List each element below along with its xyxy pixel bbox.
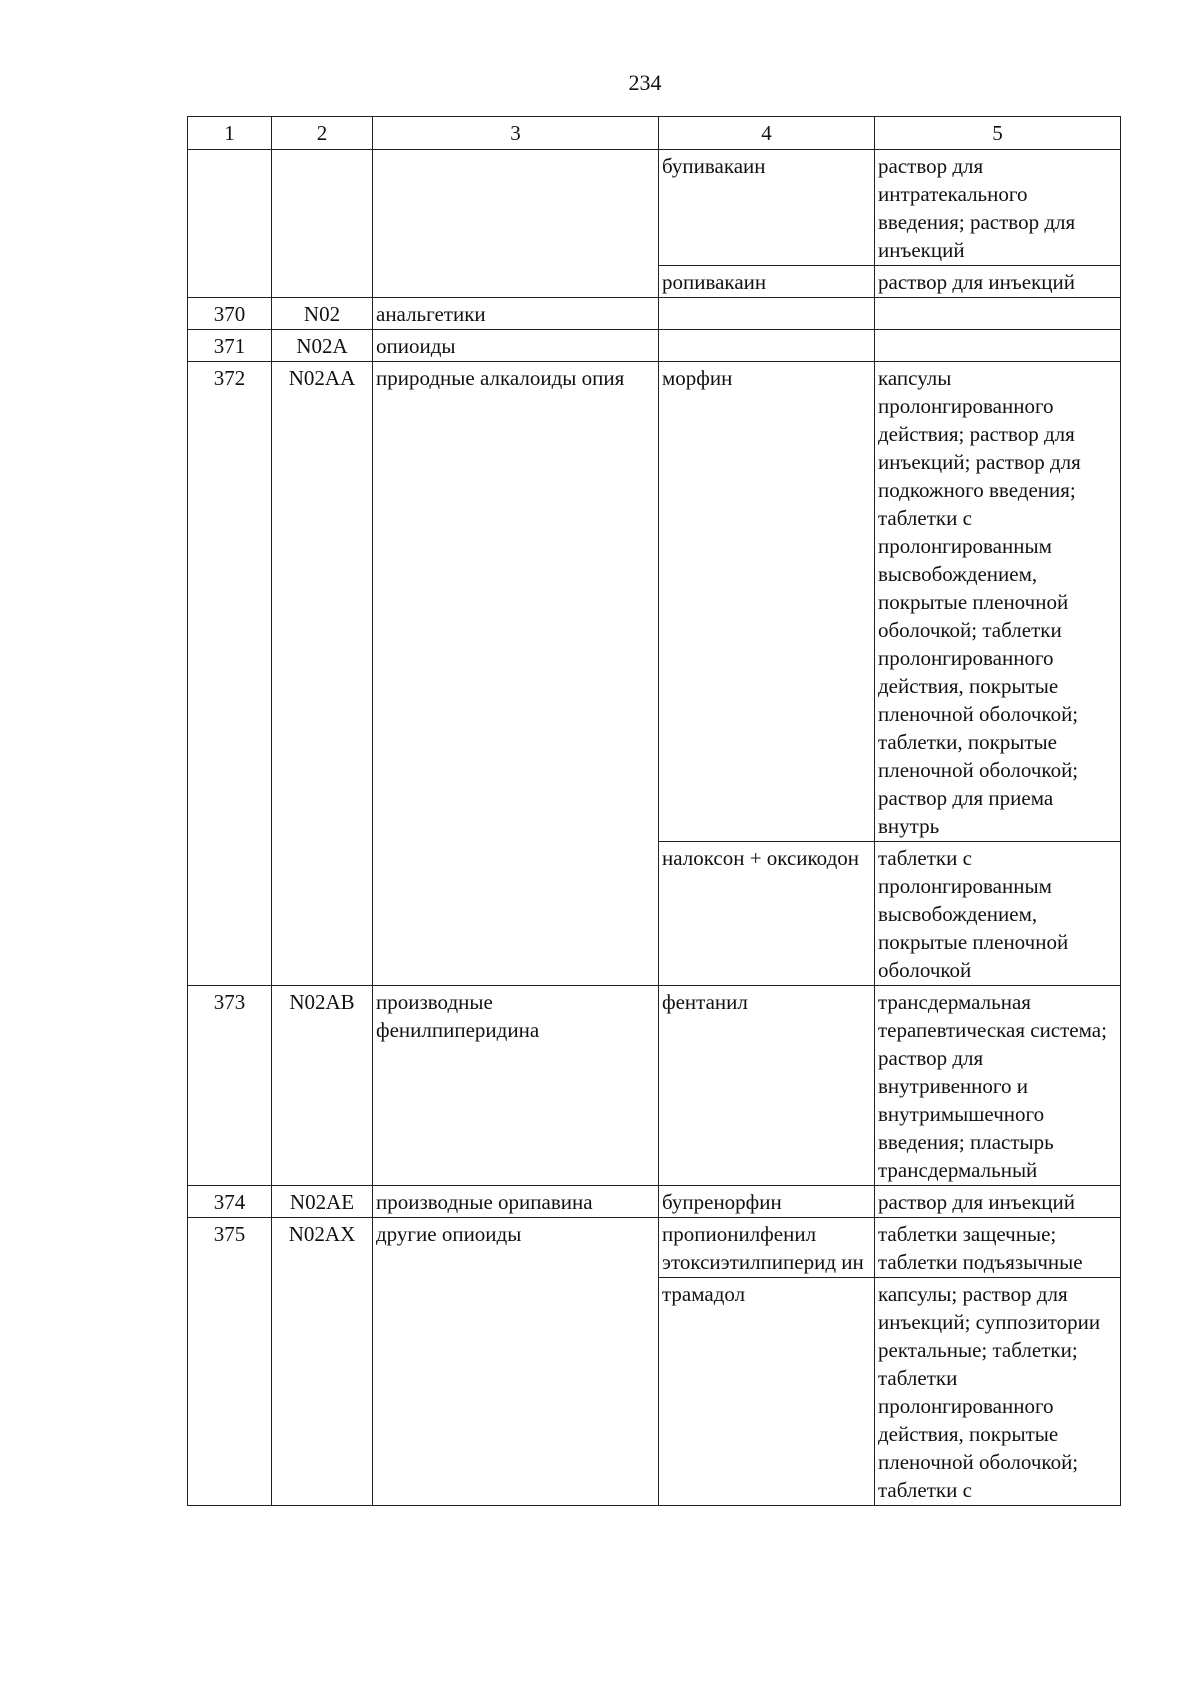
drug-form-cell: таблетки с пролонгированным высвобождением, покрытые пленочной оболочкой bbox=[875, 842, 1121, 986]
drug-form-cell: капсулы пролонгированного действия; раствор для инъекций; раствор для подкожного введения; таблетки с пролонгированным высвобождением, покрытые пленочной оболочкой; таблетки пролонгированного действия, покрытые пленочной оболочкой; таблетки, покрытые пленочной оболочкой; раствор для приема внутрь bbox=[875, 362, 1121, 842]
code-cell: N02AX bbox=[272, 1218, 373, 1506]
group-cell: производные орипавина bbox=[373, 1186, 659, 1218]
drug-form-cell: капсулы; раствор для инъекций; суппозитории ректальные; таблетки; таблетки пролонгированного действия, покрытые пленочной оболочкой; таблетки с bbox=[875, 1278, 1121, 1506]
num-cell: 375 bbox=[188, 1218, 272, 1506]
header-col-1: 1 bbox=[188, 117, 272, 150]
code-cell: N02A bbox=[272, 330, 373, 362]
drug-name-cell bbox=[659, 330, 875, 362]
drug-form-cell bbox=[875, 298, 1121, 330]
group-cell: анальгетики bbox=[373, 298, 659, 330]
drug-name-cell: морфин bbox=[659, 362, 875, 842]
drug-name-cell: бупренорфин bbox=[659, 1186, 875, 1218]
drug-name-cell: пропионилфенил этоксиэтилпиперид ин bbox=[659, 1218, 875, 1278]
drug-form-cell: трансдермальная терапевтическая система; раствор для внутривенного и внутримышечного введения; пластырь трансдермальный bbox=[875, 986, 1121, 1186]
drug-name-cell: ропивакаин bbox=[659, 266, 875, 298]
drug-name-cell bbox=[659, 298, 875, 330]
num-cell: 374 bbox=[188, 1186, 272, 1218]
group-cell: другие опиоиды bbox=[373, 1218, 659, 1506]
code-cell: N02AE bbox=[272, 1186, 373, 1218]
num-cell: 370 bbox=[188, 298, 272, 330]
drug-name-cell: фентанил bbox=[659, 986, 875, 1186]
table-row bbox=[188, 1218, 1121, 1278]
drug-name-cell: налоксон + оксикодон bbox=[659, 842, 875, 986]
drug-name-cell: бупивакаин bbox=[659, 150, 875, 266]
drug-form-cell: раствор для интратекального введения; раствор для инъекций bbox=[875, 150, 1121, 266]
drug-name-cell: трамадол bbox=[659, 1278, 875, 1506]
group-cell: опиоиды bbox=[373, 330, 659, 362]
num-cell: 372 bbox=[188, 362, 272, 986]
group-cell bbox=[373, 150, 659, 298]
drug-form-cell: раствор для инъекций bbox=[875, 266, 1121, 298]
header-col-3: 3 bbox=[373, 117, 659, 150]
drug-form-cell bbox=[875, 330, 1121, 362]
drug-form-cell: раствор для инъекций bbox=[875, 1186, 1121, 1218]
group-cell: природные алкалоиды опия bbox=[373, 362, 659, 986]
drug-table bbox=[187, 116, 1121, 1506]
num-cell: 371 bbox=[188, 330, 272, 362]
code-cell bbox=[272, 150, 373, 298]
code-cell: N02AB bbox=[272, 986, 373, 1186]
code-cell: N02AA bbox=[272, 362, 373, 986]
header-col-4: 4 bbox=[659, 117, 875, 150]
header-col-2: 2 bbox=[272, 117, 373, 150]
num-cell: 373 bbox=[188, 986, 272, 1186]
code-cell: N02 bbox=[272, 298, 373, 330]
header-col-5: 5 bbox=[875, 117, 1121, 150]
table-row bbox=[188, 150, 1121, 266]
table-row bbox=[188, 362, 1121, 842]
table-row bbox=[188, 330, 1121, 362]
table-row bbox=[188, 298, 1121, 330]
header-row bbox=[188, 117, 1121, 150]
page-number: 234 bbox=[628, 70, 662, 95]
table-row bbox=[188, 986, 1121, 1186]
table-row bbox=[188, 1186, 1121, 1218]
num-cell bbox=[188, 150, 272, 298]
group-cell: производные фенилпиперидина bbox=[373, 986, 659, 1186]
drug-form-cell: таблетки защечные; таблетки подъязычные bbox=[875, 1218, 1121, 1278]
